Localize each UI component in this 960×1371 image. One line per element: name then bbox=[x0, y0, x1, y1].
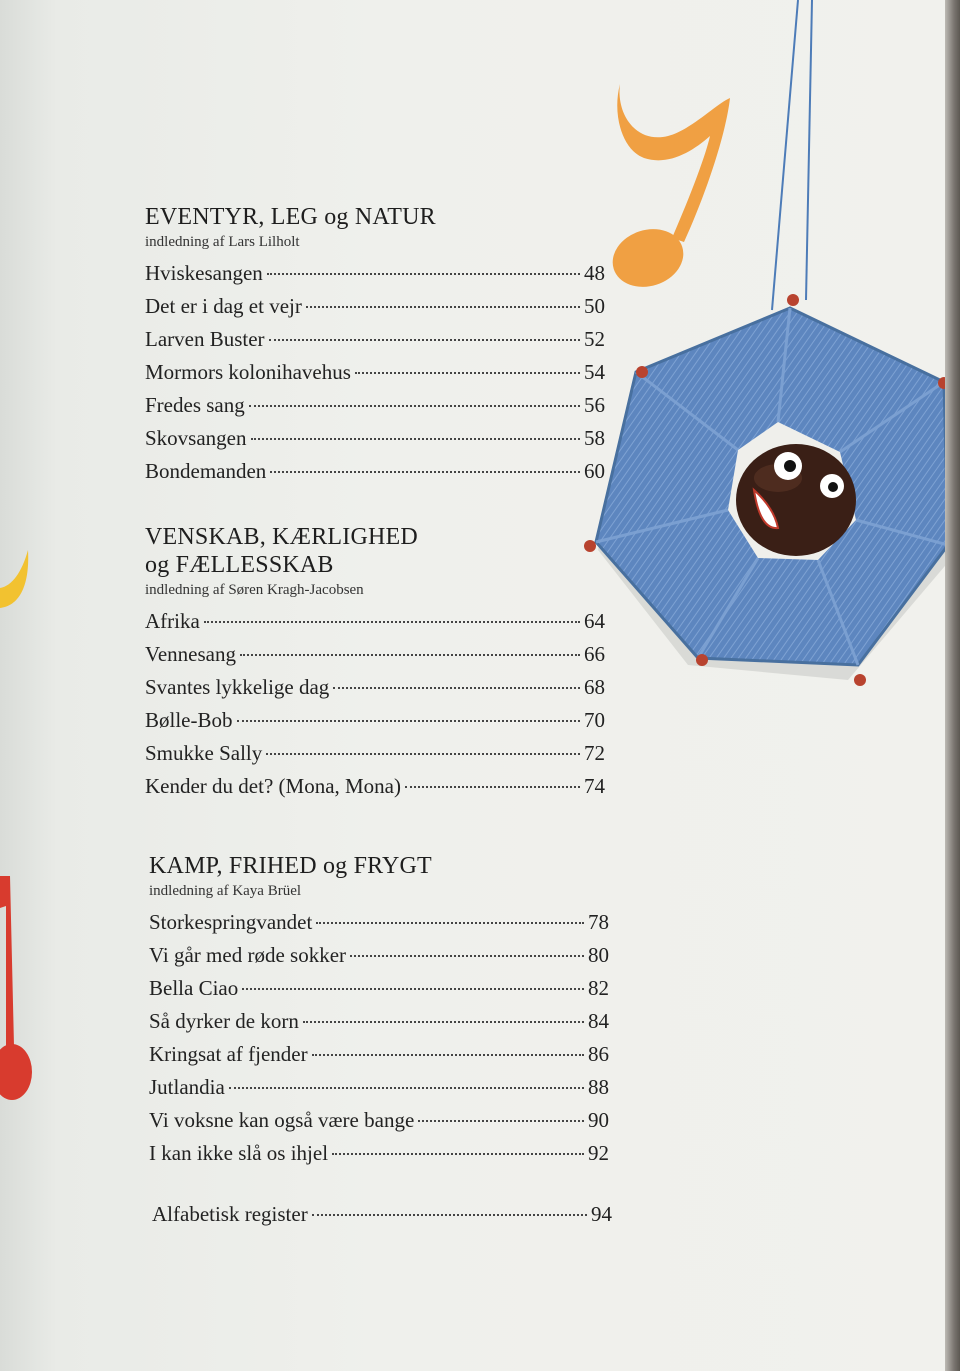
toc-entry[interactable] bbox=[145, 356, 605, 389]
section-title: KAMP, FRIHED og FRYGT bbox=[149, 853, 432, 879]
dot-leader bbox=[229, 1087, 584, 1089]
toc-entry-title: Vi voksne kan også være bange bbox=[149, 1108, 415, 1132]
toc-entry[interactable] bbox=[149, 1071, 609, 1104]
toc-entry[interactable] bbox=[149, 906, 609, 939]
dot-leader bbox=[270, 471, 580, 473]
dot-leader bbox=[418, 1120, 584, 1122]
toc-entry[interactable] bbox=[145, 422, 605, 455]
music-note-fragment-icon bbox=[0, 548, 34, 618]
dot-leader bbox=[350, 955, 584, 957]
toc-entry-title: Vi går med røde sokker bbox=[149, 943, 347, 967]
register-title: Alfabetisk register bbox=[152, 1202, 308, 1226]
dot-leader bbox=[249, 405, 580, 407]
toc-entry-page: 78 bbox=[588, 910, 609, 934]
toc-entry-title: Kender du det? (Mona, Mona) bbox=[145, 774, 401, 798]
toc-entry-page: 58 bbox=[584, 426, 605, 450]
toc-entry-page: 56 bbox=[584, 393, 605, 417]
toc-entry[interactable] bbox=[149, 1038, 609, 1071]
dot-leader bbox=[240, 654, 580, 656]
toc-entry-title: Bølle-Bob bbox=[145, 708, 233, 732]
toc-entry[interactable] bbox=[149, 1005, 609, 1038]
toc-entry-page: 48 bbox=[584, 261, 605, 285]
toc-entry-page: 52 bbox=[584, 327, 605, 351]
toc-entry-page: 88 bbox=[588, 1075, 609, 1099]
toc-entry-title: Afrika bbox=[145, 609, 200, 633]
toc-entry-page: 86 bbox=[588, 1042, 609, 1066]
toc-entry-title: Hviskesangen bbox=[145, 261, 263, 285]
music-note-fragment-icon bbox=[0, 876, 36, 1106]
toc-entry-page: 54 bbox=[584, 360, 605, 384]
section-kamp bbox=[149, 852, 609, 1170]
dot-leader bbox=[316, 922, 584, 924]
toc-entry-title: I kan ikke slå os ihjel bbox=[149, 1141, 329, 1165]
toc-entry-title: Jutlandia bbox=[149, 1075, 225, 1099]
section-subtitle: indledning af Kaya Brüel bbox=[149, 883, 302, 899]
toc-entry[interactable] bbox=[149, 939, 609, 972]
dot-leader bbox=[303, 1021, 584, 1023]
section-eventyr bbox=[145, 203, 605, 488]
toc-entry-title: Kringsat af fjender bbox=[149, 1042, 308, 1066]
toc-entry[interactable] bbox=[145, 389, 605, 422]
toc-entry-title: Vennesang bbox=[145, 642, 236, 666]
toc-entry-title: Storkespringvandet bbox=[149, 910, 313, 934]
toc-entry[interactable] bbox=[149, 972, 609, 1005]
toc-entry-page: 60 bbox=[584, 459, 605, 483]
dot-leader bbox=[333, 687, 580, 689]
toc-entry-page: 64 bbox=[584, 609, 605, 633]
dot-leader bbox=[204, 621, 580, 623]
toc-entry-page: 90 bbox=[588, 1108, 609, 1132]
dot-leader bbox=[266, 753, 580, 755]
toc-entry[interactable] bbox=[145, 323, 605, 356]
register-entry[interactable] bbox=[152, 1198, 612, 1231]
toc-entry-page: 74 bbox=[584, 774, 605, 798]
toc-entry[interactable] bbox=[149, 1104, 609, 1137]
dot-leader bbox=[251, 438, 581, 440]
toc-entry[interactable] bbox=[145, 704, 605, 737]
toc-entry-title: Bondemanden bbox=[145, 459, 267, 483]
toc-entry-title: Mormors kolonihavehus bbox=[145, 360, 351, 384]
dot-leader bbox=[267, 273, 580, 275]
register-page: 94 bbox=[591, 1202, 612, 1226]
toc-entry-title: Bella Ciao bbox=[149, 976, 239, 1000]
toc-entry-title: Det er i dag et vejr bbox=[145, 294, 302, 318]
toc-entry-page: 84 bbox=[588, 1009, 609, 1033]
page-edge bbox=[945, 0, 960, 1371]
toc-entry-page: 82 bbox=[588, 976, 609, 1000]
toc-entry-title: Larven Buster bbox=[145, 327, 265, 351]
toc-entry[interactable] bbox=[145, 737, 605, 770]
dot-leader bbox=[405, 786, 580, 788]
dot-leader bbox=[312, 1054, 584, 1056]
toc-entry-page: 66 bbox=[584, 642, 605, 666]
dot-leader bbox=[332, 1153, 584, 1155]
section-title-line2: og FÆLLESSKAB bbox=[145, 552, 334, 578]
toc-entry-page: 50 bbox=[584, 294, 605, 318]
toc-entry[interactable] bbox=[145, 257, 605, 290]
dot-leader bbox=[237, 720, 581, 722]
toc-entry-title: Skovsangen bbox=[145, 426, 247, 450]
toc-entry[interactable] bbox=[145, 605, 605, 638]
dot-leader bbox=[306, 306, 580, 308]
toc-entry[interactable] bbox=[145, 638, 605, 671]
toc-entry-page: 92 bbox=[588, 1141, 609, 1165]
toc-entry[interactable] bbox=[145, 671, 605, 704]
section-subtitle: indledning af Lars Lilholt bbox=[145, 234, 300, 250]
toc-entry-title: Svantes lykkelige dag bbox=[145, 675, 330, 699]
toc-entry-title: Smukke Sally bbox=[145, 741, 263, 765]
toc-entry-page: 68 bbox=[584, 675, 605, 699]
toc-entry[interactable] bbox=[145, 455, 605, 488]
toc-entry-page: 80 bbox=[588, 943, 609, 967]
toc-entry-title: Fredes sang bbox=[145, 393, 245, 417]
section-title: EVENTYR, LEG og NATUR bbox=[145, 204, 436, 230]
dot-leader bbox=[269, 339, 580, 341]
toc-entry-page: 72 bbox=[584, 741, 605, 765]
toc-entry[interactable] bbox=[145, 770, 605, 803]
toc-entry[interactable] bbox=[149, 1137, 609, 1170]
section-venskab bbox=[145, 523, 605, 803]
dot-leader bbox=[312, 1214, 587, 1216]
music-note-icon bbox=[606, 74, 738, 296]
toc-entry-page: 70 bbox=[584, 708, 605, 732]
dot-leader bbox=[355, 372, 580, 374]
toc-entry[interactable] bbox=[145, 290, 605, 323]
toc-entry-title: Så dyrker de korn bbox=[149, 1009, 299, 1033]
section-subtitle: indledning af Søren Kragh-Jacobsen bbox=[145, 582, 364, 598]
yarn-spiderweb-icon bbox=[578, 290, 948, 700]
section-title: VENSKAB, KÆRLIGHED bbox=[145, 524, 418, 550]
hanging-string-icon bbox=[760, 0, 820, 320]
dot-leader bbox=[242, 988, 584, 990]
section-register bbox=[152, 1198, 612, 1231]
